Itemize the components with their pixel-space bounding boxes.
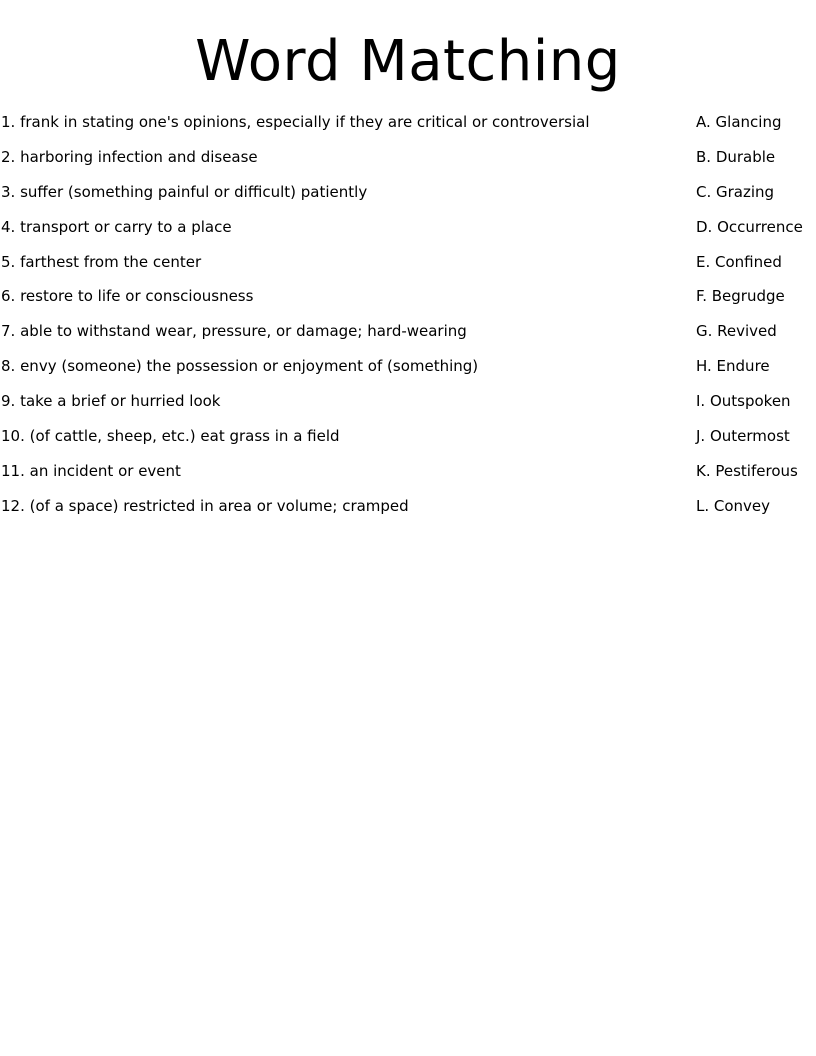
clue-text: 11. an incident or event — [1, 461, 181, 480]
word-option: C. Grazing — [696, 182, 775, 201]
clue-text: 1. frank in stating one's opinions, especially if they are critical or controversial — [1, 113, 590, 131]
page-title: Word Matching — [195, 29, 621, 94]
clue-text: 3. suffer (something painful or difficult) patiently — [1, 182, 368, 201]
word-option: J. Outermost — [696, 427, 790, 446]
word-option: D. Occurrence — [696, 217, 803, 236]
list-item — [0, 390, 816, 425]
list-item — [0, 355, 816, 390]
clue-text: 9. take a brief or hurried look — [1, 392, 221, 411]
word-option: L. Convey — [696, 496, 771, 515]
list-item — [0, 111, 816, 146]
list-item — [0, 460, 816, 495]
list-item — [0, 495, 816, 530]
word-option: G. Revived — [696, 322, 777, 341]
clue-text: 2. harboring infection and disease — [1, 147, 258, 166]
list-item — [0, 285, 816, 320]
clue-text: 10. (of cattle, sheep, etc.) eat grass in a field — [1, 427, 340, 446]
clue-text: 12. (of a space) restricted in area or volume; cramped — [1, 496, 409, 515]
matching-list — [0, 111, 816, 530]
clue-text: 4. transport or carry to a place — [1, 217, 232, 236]
word-option: B. Durable — [696, 147, 776, 166]
clue-text: 7. able to withstand wear, pressure, or damage; hard-wearing — [1, 322, 467, 341]
list-item — [0, 181, 816, 216]
clue-text: 8. envy (someone) the possession or enjoyment of (something) — [1, 357, 479, 376]
word-option: I. Outspoken — [696, 392, 791, 411]
clue-text: 5. farthest from the center — [1, 252, 202, 271]
word-option: E. Confined — [696, 252, 782, 271]
list-item — [0, 216, 816, 251]
clue-text: 6. restore to life or consciousness — [1, 287, 254, 306]
word-option: H. Endure — [696, 357, 770, 376]
word-option: A. Glancing — [696, 113, 782, 131]
list-item — [0, 146, 816, 181]
list-item — [0, 425, 816, 460]
list-item — [0, 320, 816, 355]
list-item — [0, 251, 816, 286]
word-option: K. Pestiferous — [696, 461, 798, 480]
word-option: F. Begrudge — [696, 287, 785, 306]
